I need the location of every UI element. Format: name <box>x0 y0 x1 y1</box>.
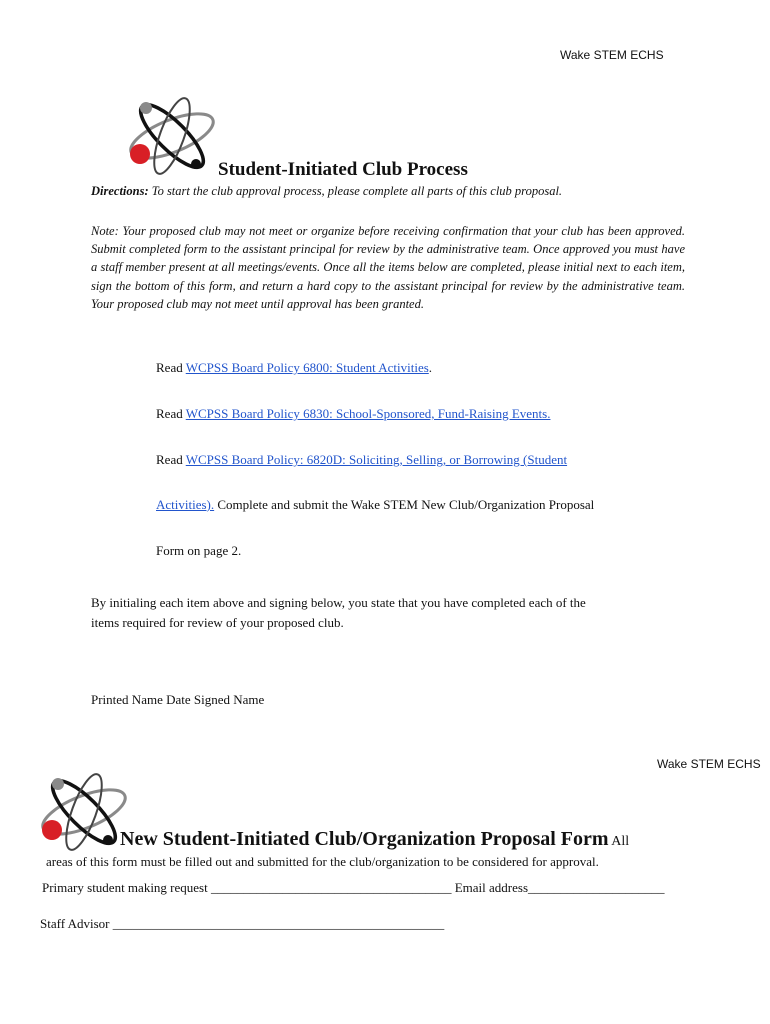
directions <box>91 184 562 199</box>
signature-labels: Printed Name Date Signed Name <box>91 692 265 707</box>
statement-line-1: By initialing each item above and signing below, you state that you have completed each of the <box>91 595 586 610</box>
statement <box>91 593 586 633</box>
policy-6820d-link[interactable]: WCPSS Board Policy: 6820D: Soliciting, Selling, or Borrowing (Student <box>185 452 568 467</box>
item1-prefix: Read <box>156 360 186 375</box>
page2-header: Wake STEM ECHS <box>657 757 761 771</box>
page2-subtitle: areas of this form must be filled out and submitted for the club/organization to be considered for approval. <box>46 854 599 869</box>
checklist-item-1 <box>156 360 432 376</box>
note-paragraph: Note: Your proposed club may not meet or organize before receiving confirmation that your club has been approved. Submit completed form to the assistant principal for review by the administrative team. Once approved you must have a staff member present at all meetings/events. Once all the items below are completed, please initial next to each item, sign the bottom of this form, and return a hard copy to the assistant principal for review by the administrative team. Your proposed club may not meet until approval has been granted. <box>91 224 685 311</box>
directions-label: Directions: <box>91 184 149 198</box>
checklist-item-2 <box>156 406 550 422</box>
page1-header: Wake STEM ECHS <box>560 48 664 62</box>
item2-prefix: Read <box>156 406 186 421</box>
checklist-item-4: Form on page 2. <box>156 543 242 558</box>
policy-6800-link[interactable]: WCPSS Board Policy 6800: Student Activities <box>185 360 429 375</box>
item3-suffix: Complete and submit the Wake STEM New Club/Organization Proposal <box>214 497 595 512</box>
policy-6820d-link-cont[interactable]: Activities). <box>156 497 215 512</box>
page1-title: Student-Initiated Club Process <box>218 159 468 180</box>
primary-student-field[interactable]: Primary student making request _____________________________________ Email address_____________________ <box>42 880 665 895</box>
statement-line-2: items required for review of your proposed club. <box>91 615 344 630</box>
policy-6830-link[interactable]: WCPSS Board Policy 6830: School-Sponsored, Fund-Raising Events. <box>185 406 551 421</box>
page2-title <box>120 828 629 851</box>
checklist-item-3 <box>156 452 567 468</box>
proposal-form-title: New Student-Initiated Club/Organization Proposal Form <box>120 828 609 850</box>
atom-logo-1 <box>124 96 224 176</box>
title-tail: All <box>608 834 630 849</box>
staff-advisor-field[interactable]: Staff Advisor ___________________________________________________ <box>40 916 445 931</box>
checklist-item-3-cont <box>156 497 594 513</box>
directions-text: To start the club approval process, please complete all parts of this club proposal. <box>151 184 563 198</box>
item3-prefix: Read <box>156 452 186 467</box>
item1-suffix: . <box>428 360 433 375</box>
